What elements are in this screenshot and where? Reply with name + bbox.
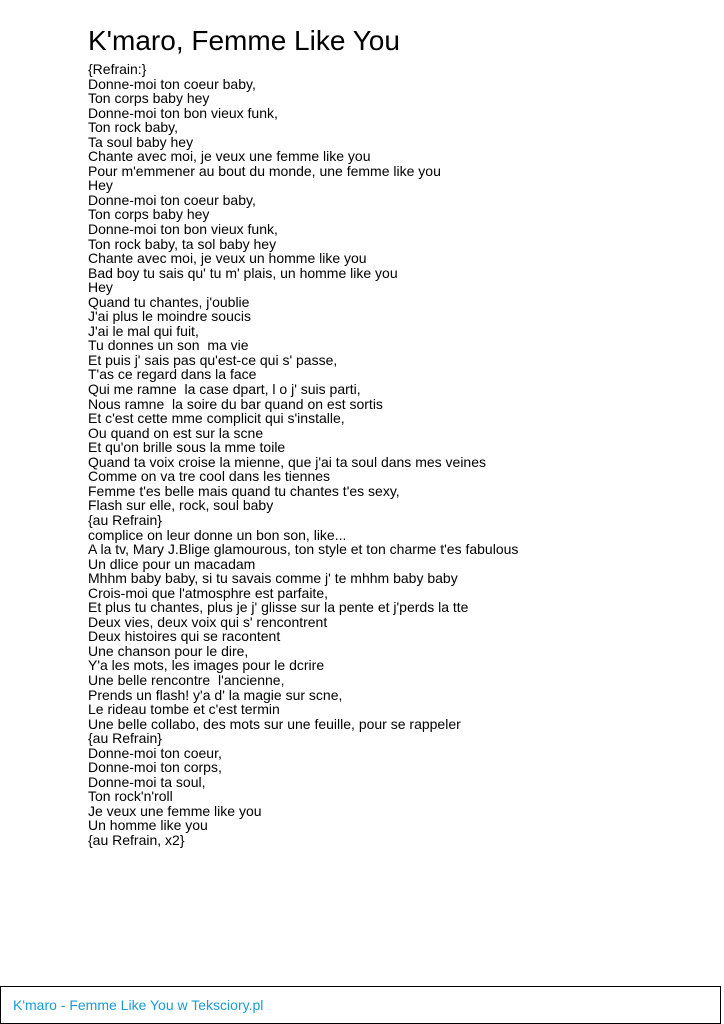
lyric-line: Comme on va tre cool dans les tiennes bbox=[88, 468, 331, 485]
lyric-line: {Refrain:} bbox=[88, 61, 147, 77]
lyric-line: T'as ce regard dans la face bbox=[88, 366, 257, 383]
lyric-line: Tu donnes un son ma vie bbox=[88, 337, 249, 354]
lyric-line: Flash sur elle, rock, soul baby bbox=[88, 497, 274, 514]
lyric-line: Nous ramne la soire du bar quand on est sortis bbox=[88, 395, 383, 412]
lyric-line: Deux histoires qui se racontent bbox=[88, 628, 281, 645]
lyric-line: Je veux une femme like you bbox=[88, 802, 262, 819]
lyric-line: J'ai plus le moindre soucis bbox=[88, 308, 251, 325]
lyric-line: Donne-moi ton bon vieux funk, bbox=[88, 104, 278, 121]
lyric-line: Quand tu chantes, j'oublie bbox=[88, 293, 250, 310]
lyric-line: A la tv, Mary J.Blige glamourous, ton style et ton charme t'es fabulous bbox=[88, 541, 519, 558]
lyric-line: Une chanson pour le dire, bbox=[88, 642, 249, 659]
lyric-line: Mhhm baby baby, si tu savais comme j' te mhhm baby baby bbox=[88, 570, 458, 587]
lyric-line: Chante avec moi, je veux une femme like you bbox=[88, 148, 371, 165]
lyric-line: Quand ta voix croise la mienne, que j'ai ta soul dans mes veines bbox=[88, 453, 487, 470]
lyrics-text bbox=[88, 62, 518, 848]
footer-source-link[interactable]: K'maro - Femme Like You w Teksciory.pl bbox=[13, 997, 264, 1013]
lyric-line: Ton rock'n'roll bbox=[88, 788, 173, 805]
footer bbox=[0, 986, 721, 1024]
lyric-line: Crois-moi que l'atmosphre est parfaite, bbox=[88, 584, 328, 601]
lyric-line: Un homme like you bbox=[88, 817, 208, 834]
lyric-line: Une belle collabo, des mots sur une feuille, pour se rappeler bbox=[88, 715, 461, 732]
lyric-line: Y'a les mots, les images pour le dcrire bbox=[88, 657, 325, 674]
page-title: K'maro, Femme Like You bbox=[88, 25, 400, 56]
lyric-line: Hey bbox=[88, 177, 113, 194]
lyric-line: Ton rock baby, bbox=[88, 119, 179, 136]
lyric-line: Ta soul baby hey bbox=[88, 133, 194, 150]
lyric-line: {au Refrain} bbox=[88, 511, 162, 528]
lyric-line: Prends un flash! y'a d' la magie sur scne, bbox=[88, 686, 343, 703]
lyric-line: Le rideau tombe et c'est termin bbox=[88, 701, 280, 718]
lyric-line: Donne-moi ton coeur baby, bbox=[88, 75, 256, 92]
lyric-line: Et qu'on brille sous la mme toile bbox=[88, 439, 286, 456]
lyric-line: Et c'est cette mme complicit qui s'installe, bbox=[88, 410, 345, 427]
lyric-line: Et puis j' sais pas qu'est-ce qui s' passe, bbox=[88, 351, 338, 368]
lyric-line: Donne-moi ton coeur baby, bbox=[88, 191, 256, 208]
lyric-line: {au Refrain} bbox=[88, 730, 162, 747]
lyric-line: complice on leur donne un bon son, like... bbox=[88, 526, 347, 543]
lyric-line: Ton corps baby hey bbox=[88, 206, 210, 223]
lyric-line: Femme t'es belle mais quand tu chantes t'es sexy, bbox=[88, 482, 400, 499]
lyric-line: {au Refrain, x2} bbox=[88, 831, 185, 848]
lyric-line: Donne-moi ta soul, bbox=[88, 773, 206, 790]
lyric-line: J'ai le mal qui fuit, bbox=[88, 322, 199, 339]
lyric-line: Un dlice pour un macadam bbox=[88, 555, 256, 572]
lyric-line: Ton rock baby, ta sol baby hey bbox=[88, 235, 277, 252]
lyric-line: Donne-moi ton coeur, bbox=[88, 744, 222, 761]
lyric-line: Ou quand on est sur la scne bbox=[88, 424, 264, 441]
lyric-line: Et plus tu chantes, plus je j' glisse sur la pente et j'perds la tte bbox=[88, 599, 469, 616]
lyric-line: Une belle rencontre l'ancienne, bbox=[88, 671, 285, 688]
lyric-line: Hey bbox=[88, 279, 113, 296]
lyric-line: Donne-moi ton corps, bbox=[88, 759, 222, 776]
lyric-line: Qui me ramne la case dpart, l o j' suis parti, bbox=[88, 381, 361, 398]
lyric-line: Deux vies, deux voix qui s' rencontrent bbox=[88, 613, 328, 630]
lyric-line: Chante avec moi, je veux un homme like you bbox=[88, 250, 367, 267]
lyric-line: Ton corps baby hey bbox=[88, 90, 210, 107]
lyric-line: Bad boy tu sais qu' tu m' plais, un homme like you bbox=[88, 264, 398, 281]
lyric-line: Donne-moi ton bon vieux funk, bbox=[88, 221, 278, 238]
lyric-line: Pour m'emmener au bout du monde, une femme like you bbox=[88, 162, 441, 179]
